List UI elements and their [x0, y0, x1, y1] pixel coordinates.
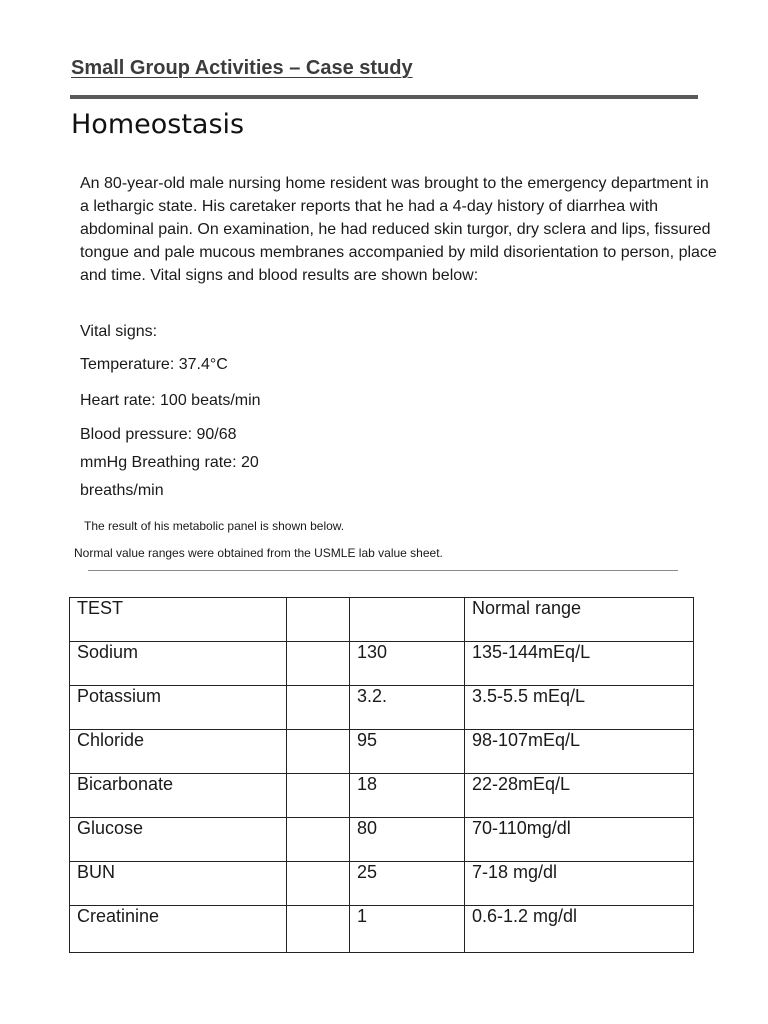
test-name-cell: Sodium [70, 642, 287, 686]
result-value-cell: 95 [350, 730, 465, 774]
table-header-cell [350, 598, 465, 642]
vital-blood-pressure-cont: mmHg Breathing rate: 20 [80, 454, 259, 471]
empty-cell [287, 642, 350, 686]
normal-range-cell: 98-107mEq/L [465, 730, 694, 774]
test-name-cell: Glucose [70, 818, 287, 862]
page-title: Homeostasis [71, 109, 245, 140]
normal-range-cell: 135-144mEq/L [465, 642, 694, 686]
normal-range-cell: 0.6-1.2 mg/dl [465, 906, 694, 953]
case-description: An 80-year-old male nursing home resident was brought to the emergency department in a lethargic state. His caretaker reports that he had a 4-day history of diarrhea with abdominal pain. On examination, he had reduced skin turgor, dry sclera and lips, fissured tongue and pale mucous membranes accompanied by mild disorientation to person, place and time. Vital signs and blood results are shown below: [80, 175, 717, 284]
test-name-cell: Chloride [70, 730, 287, 774]
vital-breathing-rate-cont: breaths/min [80, 482, 164, 499]
table-row [70, 642, 694, 686]
result-value-cell: 25 [350, 862, 465, 906]
empty-cell [287, 774, 350, 818]
table-header-cell [287, 598, 350, 642]
vital-blood-pressure: Blood pressure: 90/68 [80, 426, 237, 443]
result-value-cell: 3.2. [350, 686, 465, 730]
empty-cell [287, 818, 350, 862]
empty-cell [287, 686, 350, 730]
section-divider [88, 570, 678, 571]
empty-cell [287, 906, 350, 953]
table-row [70, 730, 694, 774]
table-row [70, 818, 694, 862]
header-divider [70, 95, 698, 99]
result-value-cell: 130 [350, 642, 465, 686]
empty-cell [287, 862, 350, 906]
test-name-cell: Bicarbonate [70, 774, 287, 818]
vital-temperature: Temperature: 37.4°C [80, 356, 228, 373]
result-value-cell: 18 [350, 774, 465, 818]
table-row [70, 686, 694, 730]
normal-range-cell: 7-18 mg/dl [465, 862, 694, 906]
table-row [70, 862, 694, 906]
empty-cell [287, 730, 350, 774]
table-header-row [70, 598, 694, 642]
normal-range-cell: 22-28mEq/L [465, 774, 694, 818]
test-name-cell: Creatinine [70, 906, 287, 953]
table-header-cell: Normal range [465, 598, 694, 642]
test-name-cell: Potassium [70, 686, 287, 730]
header-title: Small Group Activities – Case study [71, 57, 413, 79]
result-value-cell: 1 [350, 906, 465, 953]
result-value-cell: 80 [350, 818, 465, 862]
lab-results-table [69, 597, 694, 953]
table-row [70, 906, 694, 953]
normal-range-cell: 3.5-5.5 mEq/L [465, 686, 694, 730]
normal-range-cell: 70-110mg/dl [465, 818, 694, 862]
test-name-cell: BUN [70, 862, 287, 906]
usmle-source-note: Normal value ranges were obtained from the USMLE lab value sheet. [74, 546, 443, 560]
vital-signs-heading: Vital signs: [80, 323, 158, 340]
metabolic-panel-note: The result of his metabolic panel is shown below. [84, 519, 345, 533]
table-header-cell: TEST [70, 598, 287, 642]
vital-heart-rate: Heart rate: 100 beats/min [80, 392, 261, 409]
table-row [70, 774, 694, 818]
